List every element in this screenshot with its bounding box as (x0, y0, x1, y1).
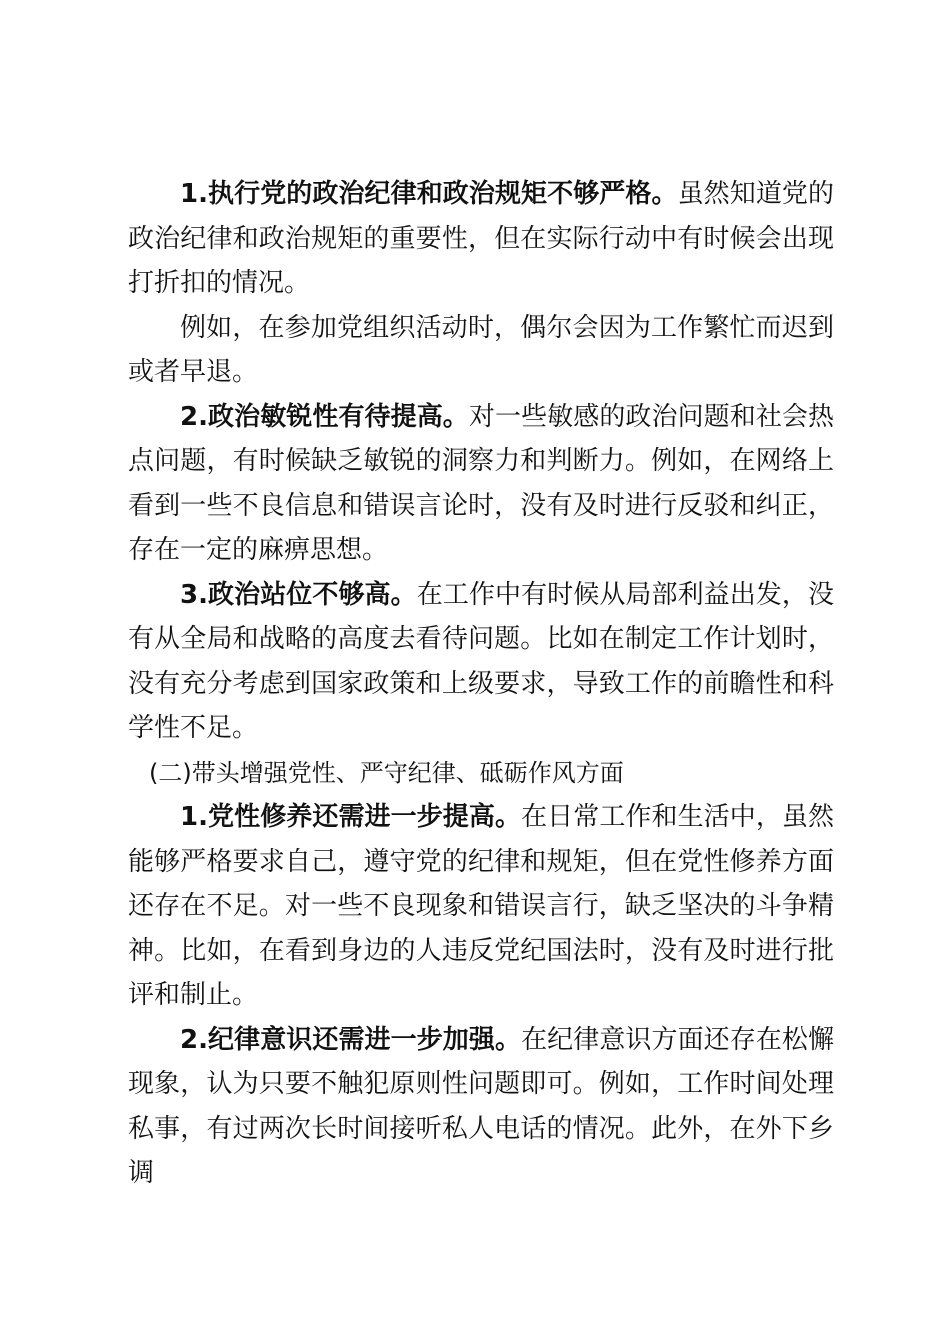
paragraph-5-heading: 1.党性修养还需进一步提高。 (180, 802, 522, 832)
paragraph-4 (128, 573, 834, 751)
paragraph-1 (128, 172, 834, 306)
section-heading: (二)带头增强党性、严守纪律、砥砺作风方面 (149, 758, 624, 787)
paragraph-5 (128, 795, 834, 1018)
paragraph-5-text: 在日常工作和生活中，虽然能够严格要求自己，遵守党的纪律和规矩，但在党性修养方面还存在不足。对一些不良现象和错误言行，缺乏坚决的斗争精神。比如，在看到身边的人违反党纪国法时，没有及时进行批评和制止。 (128, 802, 834, 1010)
paragraph-4-heading: 3.政治站位不够高。 (180, 579, 417, 610)
paragraph-1-text: 虽然知道党的政治纪律和政治规矩的重要性，但在实际行动中有时候会出现打折扣的情况。 (128, 179, 834, 298)
paragraph-6 (128, 1018, 834, 1196)
paragraph-1-heading: 1.执行党的政治纪律和政治规矩不够严格。 (180, 179, 678, 209)
paragraph-2-text: 例如，在参加党组织活动时，偶尔会因为工作繁忙而迟到或者早退。 (128, 312, 834, 387)
paragraph-3-heading: 2.政治敏锐性有待提高。 (180, 401, 469, 432)
paragraph-6-heading: 2.纪律意识还需进一步加强。 (180, 1024, 522, 1055)
paragraph-3 (128, 395, 834, 573)
paragraph-3-text: 对一些敏感的政治问题和社会热点问题，有时候缺乏敏锐的洞察力和判断力。例如，在网络上看到一些不良信息和错误言论时，没有及时进行反驳和纠正，存在一定的麻痹思想。 (128, 401, 834, 565)
document-body (128, 172, 834, 1196)
paragraph-6-text: 在纪律意识方面还存在松懈现象，认为只要不触犯原则性问题即可。例如，工作时间处理私事，有过两次长时间接听私人电话的情况。此外，在外下乡调 (128, 1024, 834, 1188)
paragraph-2 (128, 306, 834, 395)
paragraph-4-text: 在工作中有时候从局部利益出发，没有从全局和战略的高度去看待问题。比如在制定工作计划时，没有充分考虑到国家政策和上级要求，导致工作的前瞻性和科学性不足。 (128, 579, 834, 743)
